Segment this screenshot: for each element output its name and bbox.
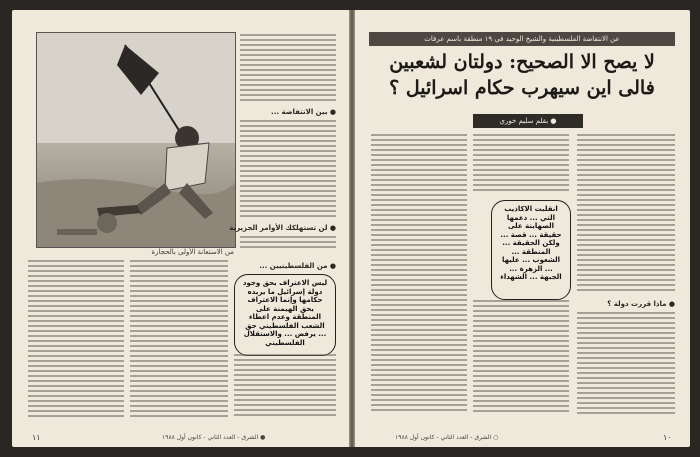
right-col-left (371, 134, 467, 414)
right-col-right-bottom (577, 312, 675, 414)
right-col-mid-top (473, 134, 569, 194)
magazine-spread (12, 10, 690, 447)
right-callout-text: انقلبت الاكاذيب التي ... دعمها الصهاينة على حقيقة ... قصة ... ولكن الحقيقة ... المنطقة ... الشعوب ... عليها ... الزهرة ... الجبهة ... الشهداء (500, 205, 562, 281)
right-subhead: ● ماذا قررت دولة ؟ (607, 300, 675, 308)
stone-thrower-photo (36, 32, 236, 248)
left-subhead-2: ● لن تستهلكك الأوامر الجزيرية (229, 224, 336, 232)
left-footer: ● الشرق - العدد الثاني - كانون أول ١٩٨٨ (162, 434, 266, 441)
left-subhead-1: ● بين الانتفاضة ... (271, 108, 336, 116)
top-banner: عن الانتفاضة الفلسطينية والشيخ الوحيد في ١٩ منطقة باسم عرفات (369, 32, 675, 46)
right-col-mid-bottom (473, 300, 569, 414)
right-footer: ○ الشرق - العدد الثاني - كانون أول ١٩٨٨ (395, 434, 499, 441)
left-lower-col-1 (28, 260, 124, 418)
right-col-right-top (577, 134, 675, 294)
photo-caption: من الاستعانة الأولى بالحجارة (151, 248, 234, 256)
left-body-col-b (240, 120, 336, 220)
left-callout-text: ليس الاعتراف بحق وجود دولة إسرائيل ما يريده حكامها وإنما الاعتراف بحق الهيمنة على المنطقة وعدم اعطاء الشعب الفلسطيني حق ... يرفض ... والاستقلال الفلسطيني (242, 279, 328, 347)
left-lower-col-3 (234, 354, 336, 418)
left-lower-col-2 (130, 260, 228, 418)
right-page-number: ١٠ (663, 433, 672, 442)
left-callout (234, 274, 336, 356)
left-body-col-a (240, 34, 336, 104)
left-page (12, 10, 349, 447)
right-callout (491, 200, 571, 300)
byline: ● بقلم سليم خوري (473, 114, 583, 128)
left-body-col-c (240, 236, 336, 248)
left-page-number: ١١ (32, 433, 41, 442)
headline-line-2: فالى اين سيهرب حكام اسرائيل ؟ (389, 77, 655, 99)
headline-line-1: لا يصح الا الصحيح: دولتان لشعبين (389, 51, 655, 73)
right-page (355, 10, 690, 447)
left-subhead-3: ● من الفلسطينيين ... (259, 262, 336, 270)
